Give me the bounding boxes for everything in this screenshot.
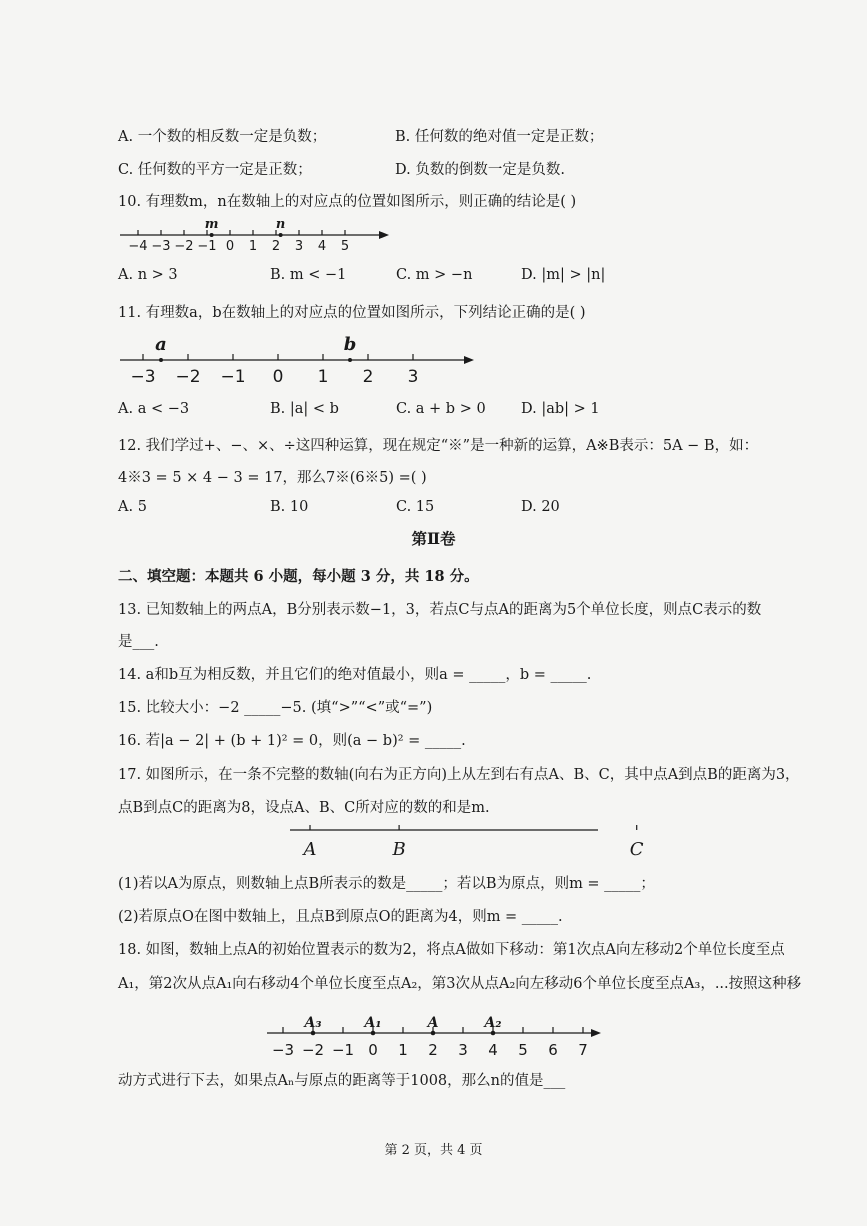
point-marker xyxy=(491,1031,496,1036)
q12-stem-line1: 12. 我们学过+、−、×、÷这四种运算，现在规定“※”是一种新的运算，A※B表示：5A − B，如： xyxy=(118,438,759,454)
tick-label: 6 xyxy=(548,1041,558,1059)
point-label: A₂ xyxy=(484,1015,502,1031)
tick-label: 3 xyxy=(294,239,304,254)
axis-arrow xyxy=(464,356,474,364)
q17-line2: 点B到点C的距离为8，设点A、B、C所对应的数的和是m. xyxy=(118,800,490,816)
q10-option-c: C. m > −n xyxy=(396,267,473,283)
tick-label: −1 xyxy=(197,239,217,254)
q9-option-d: D. 负数的倒数一定是负数. xyxy=(395,162,565,178)
page-footer: 第 2 页，共 4 页 xyxy=(384,1143,483,1158)
q12-option-b: B. 10 xyxy=(270,499,309,515)
tick-label: 2 xyxy=(362,367,374,387)
point-marker xyxy=(371,1031,376,1036)
q17-number-line xyxy=(290,820,644,860)
point-marker xyxy=(431,1031,436,1036)
q11-option-c: C. a + b > 0 xyxy=(396,401,486,417)
q17-line1: 17. 如图所示，在一条不完整的数轴(向右为正方向)上从左到右有点A、B、C，其中点A到点B的距离为3， xyxy=(118,767,800,783)
tick-label: 0 xyxy=(368,1041,378,1059)
q13-line1: 13. 已知数轴上的两点A，B分别表示数−1，3，若点C与点A的距离为5个单位长度，则点C表示的数 xyxy=(118,602,762,618)
q10-number-line xyxy=(118,215,398,260)
tick-label: −1 xyxy=(331,1041,355,1059)
q17-sub2: (2)若原点O在图中数轴上，且点B到原点O的距离为4，则m = _____. xyxy=(118,909,563,925)
tick-label: −4 xyxy=(128,239,148,254)
point-marker xyxy=(311,1031,316,1036)
axis-arrow xyxy=(591,1029,601,1037)
section2-header: 二、填空题：本题共 6 小题，每小题 3 分，共 18 分。 xyxy=(118,568,479,585)
q12-option-c: C. 15 xyxy=(396,499,435,515)
tick-label: 5 xyxy=(518,1041,528,1059)
point-label: A₁ xyxy=(364,1015,382,1031)
tick-label: 0 xyxy=(225,239,235,254)
q12-option-d: D. 20 xyxy=(521,499,560,515)
q10-option-a: A. n > 3 xyxy=(118,267,178,283)
q11-option-b: B. |a| < b xyxy=(270,401,339,417)
point-label: A xyxy=(303,839,317,860)
point-label: a xyxy=(155,334,167,355)
tick-label: −2 xyxy=(301,1041,325,1059)
q18-line2: A₁，第2次从点A₁向右移动4个单位长度至点A₂，第3次从点A₂向左移动6个单位长度至点A₃，...按照这种移 xyxy=(118,976,802,992)
q15: 15. 比较大小：−2 _____−5. (填“>”“<”或“=”) xyxy=(118,700,433,716)
tick-label: 4 xyxy=(488,1041,498,1059)
tick-label: −2 xyxy=(174,239,194,254)
q18-line1: 18. 如图，数轴上点A的初始位置表示的数为2，将点A做如下移动：第1次点A向左移动2个单位长度至点 xyxy=(118,942,785,958)
q11-option-a: A. a < −3 xyxy=(118,401,190,417)
point-label: m xyxy=(204,217,219,232)
point-label: n xyxy=(275,217,286,232)
q12-option-a: A. 5 xyxy=(118,499,147,515)
tick-label: 3 xyxy=(407,367,419,387)
q18-number-line xyxy=(265,1008,610,1063)
q12-stem-line2: 4※3 = 5 × 4 − 3 = 17，那么7※(6※5) =( ) xyxy=(118,470,427,486)
q10-stem: 10. 有理数m，n在数轴上的对应点的位置如图所示，则正确的结论是( ) xyxy=(118,194,577,210)
q16: 16. 若|a − 2| + (b + 1)² = 0，则(a − b)² = _____. xyxy=(118,733,466,749)
point-label: C xyxy=(629,839,644,860)
point-label: A xyxy=(427,1015,439,1031)
q11-option-d: D. |ab| > 1 xyxy=(521,401,600,417)
tick-label: 1 xyxy=(248,239,258,254)
q13-line2: 是___. xyxy=(118,634,159,650)
axis-arrow xyxy=(379,231,389,239)
q18-line3: 动方式进行下去，如果点Aₙ与原点的距离等于1008，那么n的值是___ xyxy=(118,1073,566,1089)
q9-option-a: A. 一个数的相反数一定是负数； xyxy=(118,129,327,145)
tick-label: 5 xyxy=(340,239,350,254)
tick-label: 4 xyxy=(317,239,327,254)
tick-label: −3 xyxy=(271,1041,295,1059)
tick-label: −3 xyxy=(151,239,171,254)
q9-option-c: C. 任何数的平方一定是正数； xyxy=(118,162,312,178)
point-marker xyxy=(348,358,352,362)
q10-option-b: B. m < −1 xyxy=(270,267,347,283)
q14: 14. a和b互为相反数，并且它们的绝对值最小，则a = _____，b = _____. xyxy=(118,667,592,683)
q17-sub1: (1)若以A为原点，则数轴上点B所表示的数是_____；若以B为原点，则m = _____； xyxy=(118,876,655,892)
tick-label: 3 xyxy=(458,1041,468,1059)
tick-label: 2 xyxy=(428,1041,438,1059)
q11-stem: 11. 有理数a，b在数轴上的对应点的位置如图所示，下列结论正确的是( ) xyxy=(118,305,586,321)
tick-label: 1 xyxy=(317,367,329,387)
point-label: b xyxy=(343,334,357,355)
point-marker xyxy=(279,233,283,237)
q10-option-d: D. |m| > |n| xyxy=(521,267,606,283)
tick-label: −3 xyxy=(130,367,156,387)
point-marker xyxy=(159,358,163,362)
tick-label: 7 xyxy=(578,1041,588,1059)
point-label: A₃ xyxy=(304,1015,322,1031)
tick-label: 0 xyxy=(272,367,284,387)
point-marker xyxy=(210,233,214,237)
q9-option-b: B. 任何数的绝对值一定是正数； xyxy=(395,129,604,145)
part2-title: 第Ⅱ卷 xyxy=(411,529,456,548)
tick-label: 2 xyxy=(271,239,281,254)
tick-label: −2 xyxy=(175,367,201,387)
point-label: B xyxy=(392,839,406,860)
tick-label: −1 xyxy=(220,367,246,387)
tick-label: 1 xyxy=(398,1041,408,1059)
q11-number-line xyxy=(118,330,488,390)
